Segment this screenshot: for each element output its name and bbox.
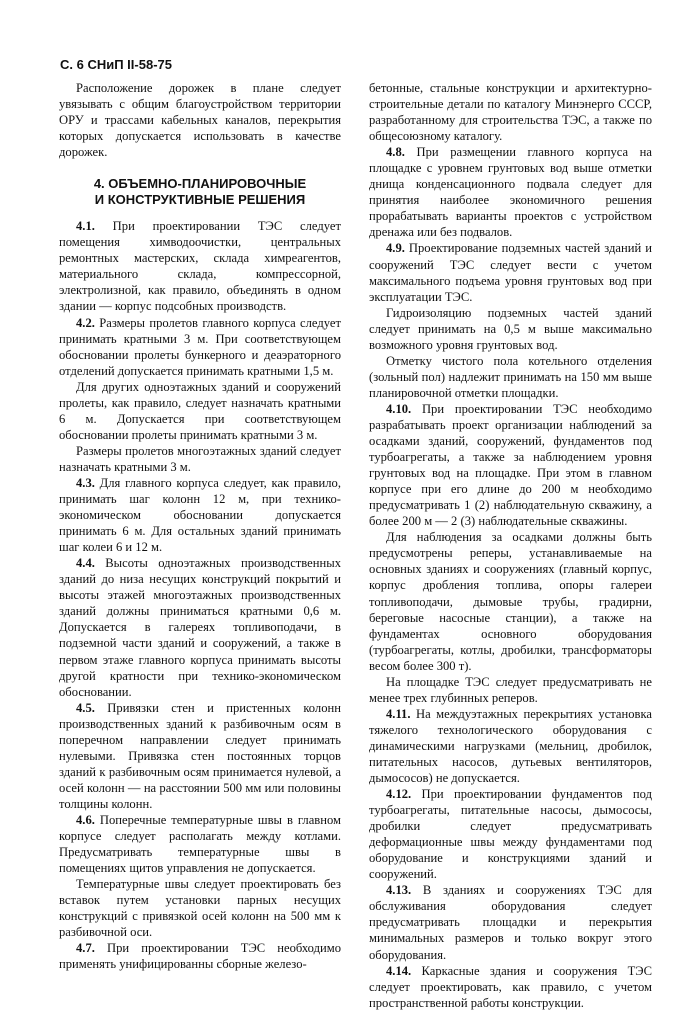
- clause-4-13: 4.13. В зданиях и сооружениях ТЭС для обслуживания оборудования следует предусматривать площадки и перекрытия минимальных размеров и только вокруг этого оборудования.: [369, 883, 652, 962]
- page-header: С. 6 СНиП II-58-75: [60, 57, 172, 72]
- clause-4-8: 4.8. При размещении главного корпуса на площадке с уровнем грунтовых вод выше отметки днища конденсационного подвала следует для принятия наиболее экономичного решения прорабатывать варианты проектов с устройством дренажа или без подвалов.: [369, 145, 652, 240]
- clause-4-11: 4.11. На междуэтажных перекрытиях установка тяжелого технологического оборудования с динамическими нагрузками (мельниц, дробилок, питательных насосов, дутьевых вентиляторов, дымососов) не допускается.: [369, 706, 652, 786]
- section-heading: 4. ОБЪЕМНО-ПЛАНИРОВОЧНЫЕ И КОНСТРУКТИВНЫЕ РЕШЕНИЯ: [93, 176, 307, 208]
- paragraph: бетонные, стальные конструкции и архитектурно-строительные детали по каталогу Минэнерго СССР, разработанному для строительства ТЭС, а также по общесоюзному каталогу.: [369, 81, 652, 144]
- clause-4-9: 4.9. Проектирование подземных частей зданий и сооружений ТЭС следует вести с учетом максимального подъема уровня грунтовых вод при эксплуатации ТЭС.: [369, 241, 652, 304]
- clause-4-5: 4.5. Привязки стен и пристенных колонн производственных зданий к разбивочным осям в поперечном направлении следует принимать нулевыми. Привязка стен постоянных торцов зданий к разбивочным осям принимается нулевой, а осей колонн — на расстоянии 500 мм или половины толщины колонн.: [59, 700, 341, 811]
- paragraph: На площадке ТЭС следует предусматривать не менее трех глубинных реперов.: [369, 674, 652, 705]
- left-column: [59, 80, 341, 972]
- paragraph: Размеры пролетов многоэтажных зданий следует назначать кратными 3 м.: [59, 443, 341, 474]
- clause-4-14: 4.14. Каркасные здания и сооружения ТЭС следует проектировать, как правило, с учетом пространственной работы конструкции.: [369, 963, 652, 1010]
- paragraph: Для наблюдения за осадками должны быть предусмотрены реперы, устанавливаемые на основных зданиях и сооружениях (главный корпус, корпус дробления топлива, опоры галереи топливоподачи, дымовые трубы, градирни, береговые насосные станции), а также на фундаментах основного оборудования (турбоагрегаты, котлы, дробилки, трансформаторы весом более 300 т).: [369, 530, 652, 673]
- clause-4-7: 4.7. При проектировании ТЭС необходимо применять унифицированны сборные железо-: [59, 941, 341, 972]
- clause-4-10: 4.10. При проектировании ТЭС необходимо разрабатывать проект организации наблюдений за осадками зданий, сооружений, фундаментов под турбоагрегаты, а также за наблюдением уровня грунтовых вод на площадке. При этом в главном корпусе при его длине до 200 м необходимо предусматривать 1 (2) наблюдательную скважину, а более 200 м — 2 (3) наблюдательные скважины.: [369, 401, 652, 529]
- right-column: [369, 80, 652, 1011]
- clause-4-6: 4.6. Поперечные температурные швы в главном корпусе следует располагать между котлами. Предусматривать температурные швы в помещениях щитов управления не допускается.: [59, 812, 341, 876]
- clause-4-2: 4.2. Размеры пролетов главного корпуса следует принимать кратными 3 м. При соответствующем обосновании пролеты бункерного и деаэраторного отделений допускается принимать кратными 1,5 м.: [59, 315, 341, 378]
- paragraph: Для других одноэтажных зданий и сооружений пролеты, как правило, следует назначать кратными 6 м. Допускается при соответствующем обосновании пролеты принимать кратными 3 м.: [59, 379, 341, 442]
- paragraph: Температурные швы следует проектировать без вставок путем установки парных несущих конструкций с привязкой осей колонн на 500 мм к разбивочной оси.: [59, 877, 341, 940]
- clause-4-4: 4.4. Высоты одноэтажных производственных зданий до низа несущих конструкций покрытий и высоты этажей многоэтажных производственных зданий должны приниматься кратными 0,6 м. Допускается в галереях топливоподачи, в подземной части зданий и сооружений, а также в первом этаже главного корпуса принимать высоты другой кратности при технико-экономическом обосновании.: [59, 556, 341, 699]
- paragraph: Гидроизоляцию подземных частей зданий следует принимать на 0,5 м выше максимально возможного уровня грунтовых вод.: [369, 305, 652, 352]
- paragraph: Расположение дорожек в плане следует увязывать с общим благоустройством территории ОРУ и трассами кабельных каналов, перекрытия которых допускается использовать в качестве дорожек.: [59, 81, 341, 160]
- clause-4-12: 4.12. При проектировании фундаментов под турбоагрегаты, питательные насосы, дымососы, дробилки следует предусматривать деформационные швы между фундаментами под оборудование и конструкциями зданий и сооружений.: [369, 787, 652, 882]
- paragraph: Отметку чистого пола котельного отделения (зольный пол) надлежит принимать на 150 мм выше планировочной отметки площадки.: [369, 353, 652, 400]
- clause-4-1: 4.1. При проектировании ТЭС следует помещения химводоочистки, центральных ремонтных мастерских, склада химреагентов, материального склада, компрессорной, электролизной, как правило, объединять в одном здании — корпус подсобных производств.: [59, 219, 341, 314]
- clause-4-3: 4.3. Для главного корпуса следует, как правило, принимать шаг колонн 12 м, при технико-экономическом обосновании допускается принимать 6 м. Для остальных зданий принимать шаг колеи 6 и 12 м.: [59, 475, 341, 555]
